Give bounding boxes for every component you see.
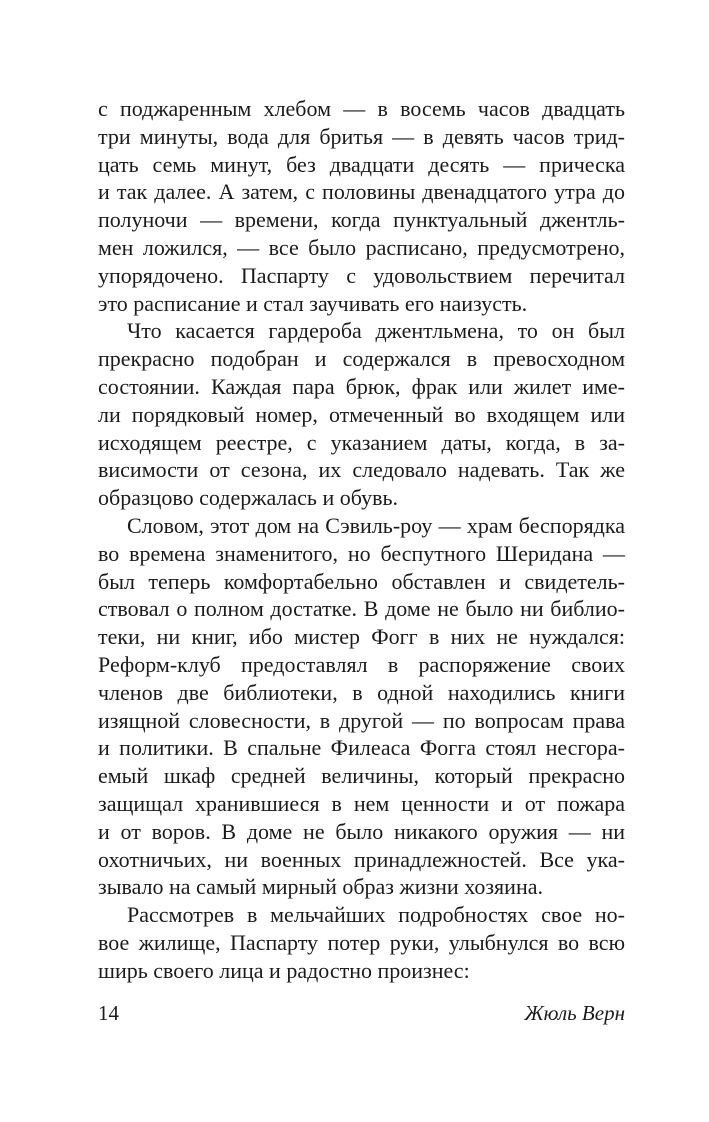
- text-line: во времена знаменитого, но беспутного Шеридана —: [98, 540, 625, 566]
- text-line: ствовал о полном достатке. В доме не было ни библио-: [98, 596, 625, 622]
- text-line: это расписание и стал заучивать его наизусть.: [98, 290, 528, 316]
- page-number: 14: [98, 1001, 119, 1025]
- paragraph: [98, 95, 625, 317]
- text-line: вое жилище, Паспарту потер руки, улыбнулся во всю: [98, 929, 625, 955]
- paragraph: [98, 317, 625, 512]
- paragraph: [98, 901, 625, 984]
- text-line: емый шкаф средней величины, который прекрасно: [98, 763, 625, 789]
- text-line: был теперь комфортабельно обставлен и свидетель-: [98, 568, 625, 594]
- text-line: и так далее. А затем, с половины двенадцатого утра до: [98, 179, 625, 205]
- text-line: и от воров. В доме не было никакого оружия — ни: [98, 818, 625, 844]
- text-line: Что касается гардероба джентльмена, то он был: [127, 318, 625, 344]
- text-line: и политики. В спальне Филеаса Фогга стоял несгора-: [98, 735, 625, 761]
- text-line: исходящем реестре, с указанием даты, когда, в за-: [98, 429, 625, 455]
- text-line: образцово содержалась и обувь.: [98, 485, 398, 511]
- text-line: полуночи — времени, когда пунктуальный джентль-: [98, 207, 625, 233]
- text-line: ширь своего лица и радостно произнес:: [98, 957, 470, 983]
- text-line: теки, ни книг, ибо мистер Фогг в них не нуждался:: [98, 624, 625, 650]
- text-line: мен ложился, — все было расписано, предусмотрено,: [98, 234, 625, 260]
- text-line: ли порядковый номер, отмеченный во входящем или: [98, 401, 625, 427]
- text-line: зывало на самый мирный образ жизни хозяина.: [98, 874, 543, 900]
- text-line: Реформ-клуб предоставлял в распоряжение своих: [98, 651, 625, 677]
- text-line: три минуты, вода для бритья — в девять часов трид-: [98, 123, 625, 149]
- page-footer: [98, 1000, 625, 1026]
- text-line: охотничьих, ни военных принадлежностей. Все ука-: [98, 846, 625, 872]
- text-line: Словом, этот дом на Сэвиль-роу — храм беспорядка: [127, 512, 625, 538]
- text-line: защищал хранившиеся в нем ценности и от пожара: [98, 790, 625, 816]
- text-line: с поджаренным хлебом — в восемь часов двадцать: [98, 96, 625, 121]
- text-line: изящной словесности, в другой — по вопросам права: [98, 707, 625, 733]
- text-line: висимости от сезона, их следовало надевать. Так же: [98, 457, 625, 483]
- paragraph: [98, 512, 625, 901]
- text-line: прекрасно подобран и содержался в превосходном: [98, 346, 625, 372]
- text-line: упорядочено. Паспарту с удовольствием перечитал: [98, 262, 625, 288]
- text-block: [98, 95, 625, 985]
- running-title-author: Жюль Верн: [524, 1001, 625, 1025]
- text-line: Рассмотрев в мельчайших подробностях свое но-: [127, 902, 625, 928]
- text-line: цать семь минут, без двадцати десять — прическа: [98, 151, 625, 177]
- text-line: членов две библиотеки, в одной находились книги: [98, 679, 625, 705]
- text-line: состоянии. Каждая пара брюк, фрак или жилет име-: [98, 373, 625, 399]
